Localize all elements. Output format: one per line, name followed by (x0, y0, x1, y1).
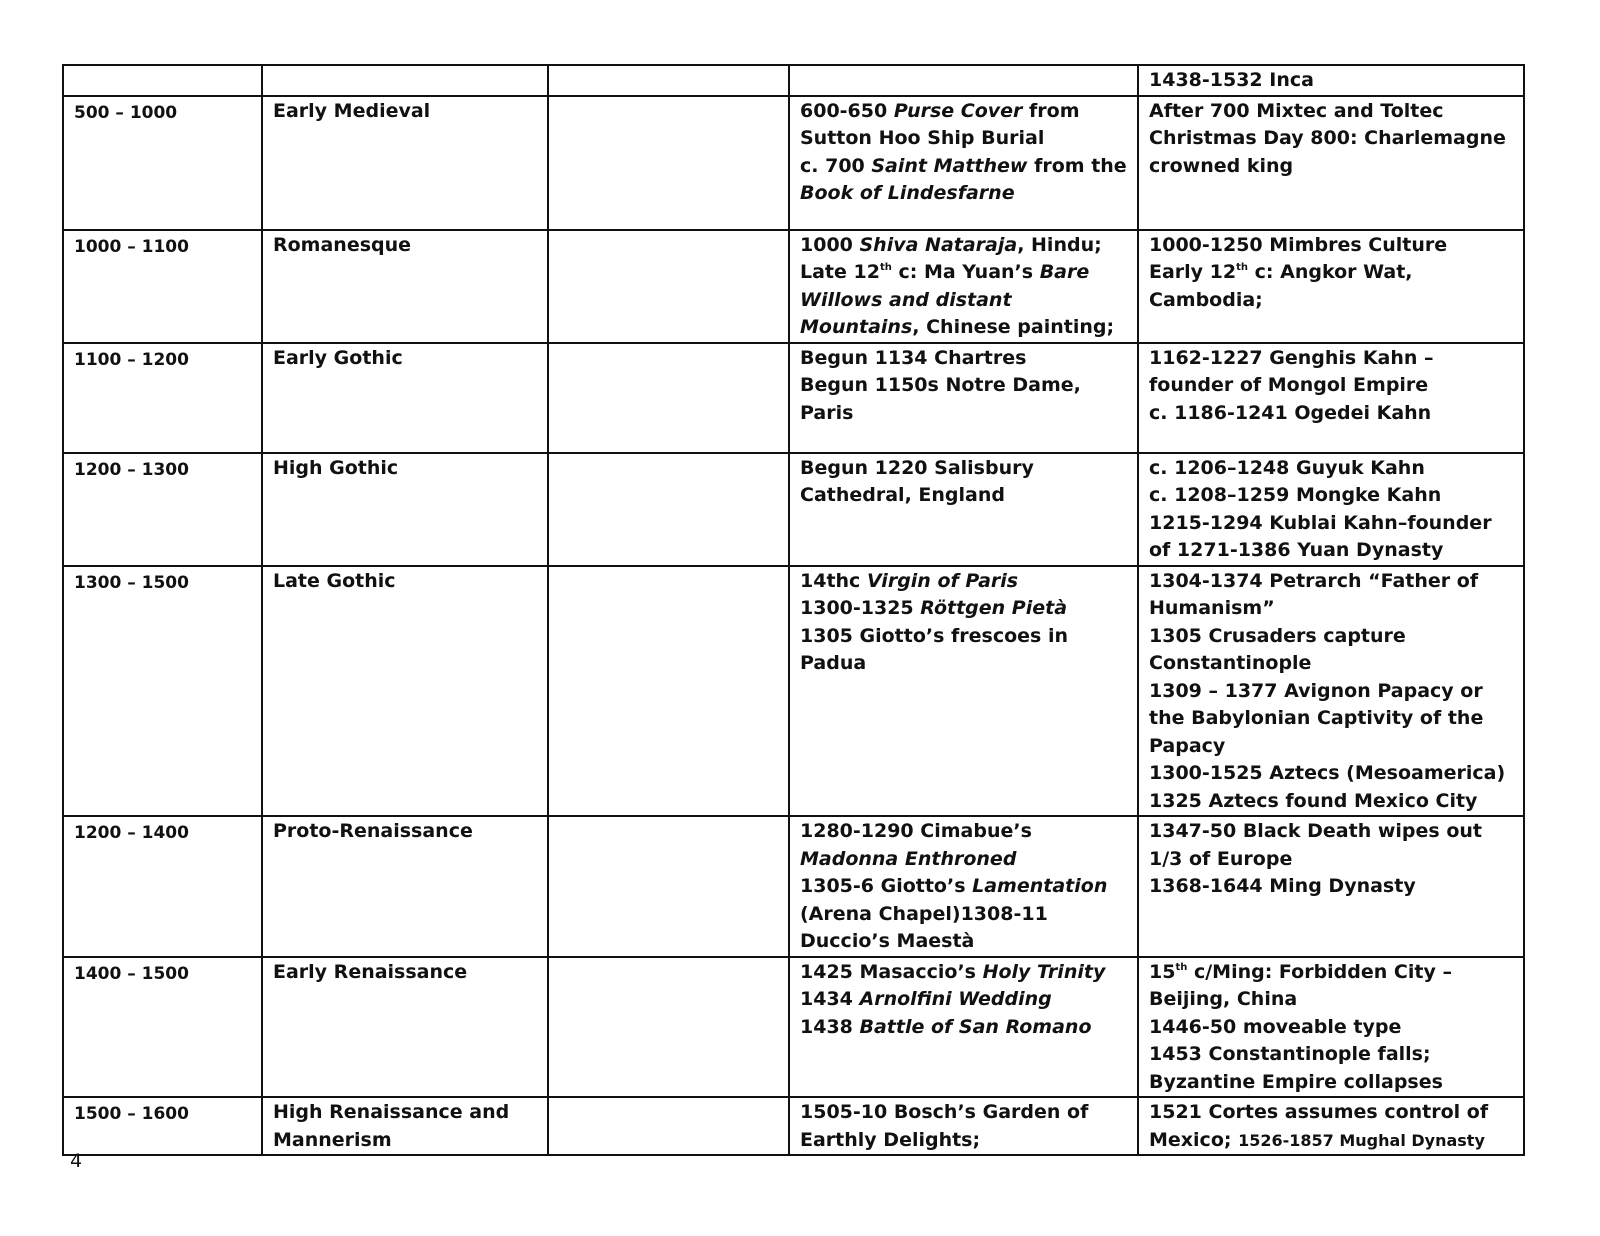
italic-title: Battle of San Romano (859, 1015, 1092, 1038)
entry-text: c: Ma Yuan’s (891, 261, 1040, 283)
period-cell: Proto-Renaissance (262, 816, 548, 957)
entry-line (800, 153, 1127, 208)
entry-text: After 700 Mixtec and Toltec (1149, 99, 1444, 122)
events-cell (1138, 453, 1524, 566)
entry-line (1149, 259, 1513, 314)
italic-title: Virgin of Paris (866, 569, 1019, 592)
events-cell (1138, 566, 1524, 817)
dates-cell: 1300 – 1500 (63, 566, 262, 817)
blank-cell (548, 453, 789, 566)
entry-line (1149, 400, 1513, 428)
dates-cell: 1200 – 1300 (63, 453, 262, 566)
entry-line (1149, 1014, 1513, 1042)
entry-line (800, 1014, 1127, 1042)
entry-text: 1000-1250 Mimbres Culture (1149, 233, 1448, 256)
entry-line (1149, 345, 1513, 400)
events-cell (1138, 230, 1524, 343)
artworks-cell (789, 453, 1138, 566)
entry-text: 1305-6 Giotto’s (800, 875, 973, 897)
entry-text: c. 700 (800, 154, 872, 177)
ordinal-suffix: th (879, 262, 892, 273)
ordinal-suffix: th (1236, 262, 1249, 273)
entry-text: 1309 – 1377 Avignon Papacy or the Babylonian Captivity of the Papacy (1149, 679, 1484, 757)
table-row (63, 65, 1524, 96)
blank-cell (548, 96, 789, 230)
entry-line (800, 98, 1127, 153)
entry-line (800, 455, 1127, 510)
ordinal-suffix: th (1175, 961, 1188, 973)
entry-line (1149, 482, 1513, 510)
entry-line (1149, 678, 1513, 761)
period-cell: Early Gothic (262, 343, 548, 453)
entry-text: 1325 Aztecs found Mexico City (1149, 789, 1478, 812)
entry-line (1149, 455, 1513, 483)
events-cell (1138, 1097, 1524, 1155)
italic-title: Bare Willows and distant Mountains (800, 261, 1090, 338)
period-cell (262, 65, 548, 96)
entry-line (1149, 98, 1513, 126)
entry-text: 1521 Cortes assumes control of Mexico; (1149, 1101, 1489, 1151)
entry-text: 1425 Masaccio’s (800, 960, 983, 983)
events-cell (1138, 957, 1524, 1098)
entry-text: 1300-1325 (800, 597, 921, 619)
artworks-cell (789, 566, 1138, 817)
artworks-cell (789, 816, 1138, 957)
artworks-cell (789, 230, 1138, 343)
entry-line (800, 345, 1127, 373)
entry-text: 1438 (800, 1015, 860, 1038)
entry-line (800, 818, 1127, 873)
entry-line (1149, 232, 1513, 260)
table-row (63, 453, 1524, 566)
events-cell (1138, 816, 1524, 957)
table-row (63, 957, 1524, 1098)
entry-line (1149, 760, 1513, 788)
entry-line (800, 259, 1127, 342)
entry-text: Begun 1150s Notre Dame, Paris (800, 374, 1081, 424)
entry-line (800, 1099, 1127, 1154)
entry-text: 600-650 (800, 99, 894, 122)
entry-text: 1162-1227 Genghis Kahn – founder of Mongol Empire (1149, 346, 1434, 396)
blank-cell (548, 957, 789, 1098)
blank-cell (548, 816, 789, 957)
table-row (63, 816, 1524, 957)
dates-cell: 500 – 1000 (63, 96, 262, 230)
entry-line (1149, 788, 1513, 816)
entry-text: c: Angkor Wat, Cambodia; (1149, 261, 1413, 311)
entry-line (1149, 959, 1513, 1014)
entry-line (800, 595, 1127, 623)
italic-title: Shiva Nataraja (859, 233, 1018, 256)
entry-text: 15 (1149, 960, 1176, 983)
dates-cell (63, 65, 262, 96)
entry-line (1149, 125, 1513, 180)
entry-text: 1215-1294 Kublai Kahn–founder of 1271-1386 Yuan Dynasty (1149, 511, 1492, 561)
blank-cell (548, 566, 789, 817)
entry-text: 1526-1857 Mughal Dynasty (1238, 1130, 1485, 1150)
entry-text: 14thc (800, 569, 867, 592)
entry-text: 1304-1374 Petrarch “Father of Humanism” (1149, 569, 1479, 619)
entry-text: 1300-1525 Aztecs (Mesoamerica) (1149, 762, 1506, 784)
entry-text: from the (1027, 154, 1127, 177)
entry-text: 1347-50 Black Death wipes out 1/3 of Europe (1149, 820, 1482, 870)
period-cell: High Renaissance and Mannerism (262, 1097, 548, 1155)
dates-cell: 1400 – 1500 (63, 957, 262, 1098)
italic-title: Arnolfini Wedding (859, 988, 1052, 1010)
entry-text: , Hindu; (1017, 233, 1102, 256)
entry-text: 1305 Crusaders capture Constantinople (1149, 624, 1406, 674)
period-cell: High Gothic (262, 453, 548, 566)
dates-cell: 1200 – 1400 (63, 816, 262, 957)
events-cell (1138, 343, 1524, 453)
table-row (63, 230, 1524, 343)
entry-text: from Sutton Hoo Ship Burial (800, 99, 1080, 149)
italic-title: Saint Matthew (871, 154, 1028, 177)
entry-line (1149, 623, 1513, 678)
entry-line (1149, 1099, 1513, 1154)
events-cell (1138, 96, 1524, 230)
entry-line (1149, 818, 1513, 873)
entry-text: , Chinese painting; (912, 316, 1115, 338)
timeline-table-body (63, 65, 1524, 1155)
blank-cell (548, 1097, 789, 1155)
artworks-cell (789, 957, 1138, 1098)
blank-cell (548, 65, 789, 96)
entry-line (800, 568, 1127, 596)
entry-text: Late 12 (800, 261, 880, 283)
entry-text: Begun 1134 Chartres (800, 346, 1027, 369)
blank-cell (548, 230, 789, 343)
entry-text: Begun 1220 Salisbury Cathedral, England (800, 456, 1034, 506)
italic-title: Book of Lindesfarne (800, 182, 1015, 204)
dates-cell: 1000 – 1100 (63, 230, 262, 343)
entry-line (800, 873, 1127, 956)
entry-text: c. 1208–1259 Mongke Kahn (1149, 484, 1442, 506)
table-row (63, 1097, 1524, 1155)
page-number: 4 (70, 1150, 83, 1172)
entry-line (1149, 568, 1513, 623)
table-row (63, 343, 1524, 453)
artworks-cell (789, 1097, 1138, 1155)
entry-line (800, 232, 1127, 260)
entry-line (800, 623, 1127, 678)
period-cell: Romanesque (262, 230, 548, 343)
entry-text: 1280-1290 Cimabue’s (800, 820, 1032, 842)
entry-text: c/Ming: Forbidden City – Beijing, China (1149, 960, 1452, 1010)
italic-title: Purse Cover (893, 99, 1023, 122)
entry-line (1149, 67, 1513, 95)
dates-cell: 1500 – 1600 (63, 1097, 262, 1155)
italic-title: Lamentation (972, 875, 1108, 897)
entry-text: (Arena Chapel)1308-11 Duccio’s Maestà (800, 902, 1048, 952)
artworks-cell (789, 343, 1138, 453)
period-cell: Early Medieval (262, 96, 548, 230)
entry-text: 1305 Giotto’s frescoes in Padua (800, 624, 1069, 674)
entry-text: 1434 (800, 988, 860, 1010)
artworks-cell (789, 96, 1138, 230)
entry-text: 1368-1644 Ming Dynasty (1149, 875, 1416, 897)
period-cell: Early Renaissance (262, 957, 548, 1098)
entry-line (1149, 1041, 1513, 1096)
entry-text: 1438-1532 Inca (1149, 69, 1314, 91)
period-cell: Late Gothic (262, 566, 548, 817)
italic-title: Holy Trinity (982, 960, 1106, 983)
table-row (63, 96, 1524, 230)
events-cell (1138, 65, 1524, 96)
entry-text: 1000 (800, 233, 860, 256)
table-row (63, 566, 1524, 817)
entry-text: 1453 Constantinople falls; Byzantine Empire collapses (1149, 1043, 1443, 1093)
blank-cell (548, 343, 789, 453)
entry-line (800, 959, 1127, 987)
entry-line (1149, 510, 1513, 565)
entry-text: 1446-50 moveable type (1149, 1015, 1402, 1038)
artworks-cell (789, 65, 1138, 96)
entry-text: 1505-10 Bosch’s Garden of Earthly Delights; (800, 1101, 1089, 1151)
entry-line (800, 986, 1127, 1014)
italic-title: Röttgen Pietà (920, 597, 1068, 619)
entry-line (800, 372, 1127, 427)
entry-text: Early 12 (1149, 261, 1237, 283)
entry-text: c. 1206–1248 Guyuk Kahn (1149, 456, 1425, 479)
entry-text: c. 1186-1241 Ogedei Kahn (1149, 401, 1432, 424)
timeline-table (62, 64, 1525, 1156)
entry-line (1149, 873, 1513, 901)
entry-text: Christmas Day 800: Charlemagne crowned king (1149, 127, 1506, 177)
dates-cell: 1100 – 1200 (63, 343, 262, 453)
italic-title: Madonna Enthroned (800, 847, 1017, 870)
